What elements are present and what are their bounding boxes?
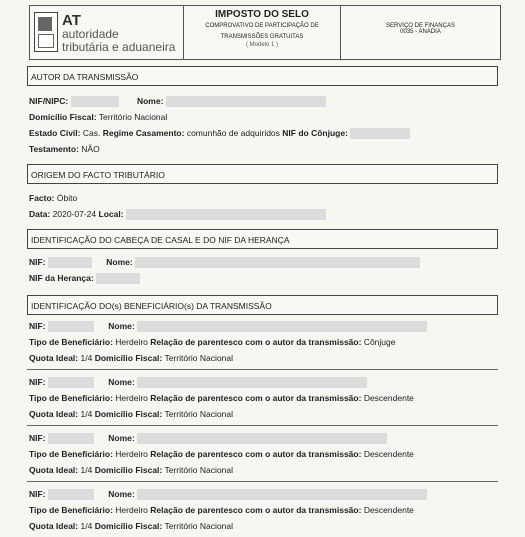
redacted-field <box>137 433 387 444</box>
redacted-field <box>166 96 326 107</box>
beneficiario-quota-line <box>29 465 233 475</box>
estado-value: Cas. <box>82 128 101 138</box>
nif-label: NIF/NIPC: <box>29 96 69 106</box>
relacao-value: Descendente <box>363 393 414 403</box>
redacted-field <box>48 377 94 388</box>
redacted-field <box>48 321 94 332</box>
facto-value: Óbito <box>56 193 78 203</box>
nome-label: Nome: <box>108 321 135 331</box>
local-label: Local: <box>98 209 124 219</box>
nome-label: Nome: <box>108 377 135 387</box>
autor-testamento-line <box>29 144 100 154</box>
document-title-block <box>184 6 341 59</box>
tipo-label: Tipo de Beneficiário: <box>29 337 113 347</box>
at-emblem-icon <box>34 12 58 52</box>
domicilio-value: Território Nacional <box>164 353 233 363</box>
document-subtitle1: COMPROVATIVO DE PARTICIPAÇÃO DE <box>205 23 319 29</box>
redacted-field <box>48 433 94 444</box>
relacao-label: Relação de parentesco com o autor da transmissão: <box>150 505 362 515</box>
quota-value: 1/4 <box>80 521 93 531</box>
relacao-value: Cônjuge <box>363 337 396 347</box>
nif-label: NIF: <box>29 377 46 387</box>
redacted-field <box>350 128 410 139</box>
logo-at: AT <box>62 12 81 29</box>
domicilio-value: Território Nacional <box>164 465 233 475</box>
logo-line2: tributária e aduaneira <box>62 40 176 54</box>
document-subtitle2: TRANSMISSÕES GRATUITAS <box>220 34 304 40</box>
divider <box>27 369 498 370</box>
beneficiario-nif-line <box>29 321 427 332</box>
nif-label: NIF: <box>29 257 46 267</box>
quota-label: Quota Ideal: <box>29 465 79 475</box>
data-value: 2020-07-24 <box>52 209 97 219</box>
domicilio-value: Território Nacional <box>98 112 168 122</box>
tax-office-block <box>341 6 500 59</box>
origem-data-line <box>29 209 326 220</box>
document-title: IMPOSTO DO SELO <box>215 9 309 20</box>
redacted-field <box>137 489 427 500</box>
redacted-field <box>137 321 427 332</box>
section-beneficiarios-title: IDENTIFICAÇÃO DO(s) BENEFICIÁRIO(s) DA TRANSMISSÃO <box>27 295 498 315</box>
tipo-label: Tipo de Beneficiário: <box>29 505 113 515</box>
redacted-field <box>137 377 367 388</box>
quota-value: 1/4 <box>80 465 93 475</box>
quota-value: 1/4 <box>80 353 93 363</box>
tipo-value: Herdeiro <box>115 505 148 515</box>
domicilio-label: Domicílio Fiscal: <box>94 465 163 475</box>
beneficiario-tipo-line <box>29 505 414 515</box>
beneficiario-nif-line <box>29 377 367 388</box>
beneficiario-nif-line <box>29 489 427 500</box>
nome-label: Nome: <box>108 433 135 443</box>
divider <box>27 481 498 482</box>
redacted-field <box>96 273 140 284</box>
redacted-field <box>126 209 326 220</box>
section-origem-title: ORIGEM DO FACTO TRIBUTÁRIO <box>27 164 498 184</box>
quota-label: Quota Ideal: <box>29 521 79 531</box>
tipo-value: Herdeiro <box>115 449 148 459</box>
relacao-label: Relação de parentesco com o autor da transmissão: <box>150 449 362 459</box>
autor-estado-line <box>29 128 410 139</box>
cabeca-heranca-line <box>29 273 140 284</box>
nome-label: Nome: <box>108 489 135 499</box>
regime-value: comunhão de adquiridos <box>186 128 280 138</box>
divider <box>27 425 498 426</box>
testamento-label: Testamento: <box>29 144 79 154</box>
tipo-label: Tipo de Beneficiário: <box>29 449 113 459</box>
cabeca-nif-line <box>29 257 420 268</box>
redacted-field <box>135 257 420 268</box>
section-cabeca-title: IDENTIFICAÇÃO DO CABEÇA DE CASAL E DO NIF DA HERANÇA <box>27 229 498 249</box>
redacted-field <box>48 257 92 268</box>
autor-domicilio-line <box>29 112 167 122</box>
tipo-value: Herdeiro <box>115 337 148 347</box>
regime-label: Regime Casamento: <box>102 128 185 138</box>
relacao-value: Descendente <box>363 505 414 515</box>
beneficiario-quota-line <box>29 409 233 419</box>
estado-label: Estado Civil: <box>29 128 81 138</box>
testamento-value: NÃO <box>81 144 100 154</box>
nif-label: NIF: <box>29 489 46 499</box>
beneficiario-tipo-line <box>29 337 395 347</box>
tipo-label: Tipo de Beneficiário: <box>29 393 113 403</box>
beneficiario-tipo-line <box>29 393 414 403</box>
domicilio-label: Domicílio Fiscal: <box>94 521 163 531</box>
beneficiario-quota-line <box>29 353 233 363</box>
beneficiario-nif-line <box>29 433 387 444</box>
at-logo <box>30 6 184 59</box>
section-autor-title: AUTOR DA TRANSMISSÃO <box>27 66 498 86</box>
beneficiario-quota-line <box>29 521 233 531</box>
nif-label: NIF: <box>29 433 46 443</box>
tax-office-name: SERVIÇO DE FINANÇAS <box>386 23 455 29</box>
relacao-value: Descendente <box>363 449 414 459</box>
domicilio-value: Território Nacional <box>164 521 233 531</box>
domicilio-label: Domicílio Fiscal: <box>94 353 163 363</box>
nome-label: Nome: <box>106 257 133 267</box>
relacao-label: Relação de parentesco com o autor da transmissão: <box>150 337 362 347</box>
tax-office-code: 0035 - ANADIA <box>400 29 441 35</box>
domicilio-label: Domicílio Fiscal: <box>94 409 163 419</box>
logo-line1: autoridade <box>62 27 119 41</box>
domicilio-value: Território Nacional <box>164 409 233 419</box>
autor-nif-line <box>29 96 326 107</box>
nome-label: Nome: <box>136 96 164 106</box>
quota-label: Quota Ideal: <box>29 353 79 363</box>
data-label: Data: <box>29 209 51 219</box>
nif-label: NIF: <box>29 321 46 331</box>
relacao-label: Relação de parentesco com o autor da transmissão: <box>150 393 362 403</box>
document-header <box>29 5 501 60</box>
nif-conjuge-label: NIF do Cônjuge: <box>282 128 348 138</box>
beneficiario-tipo-line <box>29 449 414 459</box>
quota-value: 1/4 <box>80 409 93 419</box>
quota-label: Quota Ideal: <box>29 409 79 419</box>
document-model: ( Modelo 1 ) <box>245 42 278 48</box>
tipo-value: Herdeiro <box>115 393 148 403</box>
redacted-field <box>48 489 94 500</box>
facto-label: Facto: <box>29 193 55 203</box>
nif-heranca-label: NIF da Herança: <box>29 273 94 283</box>
origem-facto-line <box>29 193 77 203</box>
domicilio-label: Domicílio Fiscal: <box>29 112 97 122</box>
redacted-field <box>71 96 119 107</box>
